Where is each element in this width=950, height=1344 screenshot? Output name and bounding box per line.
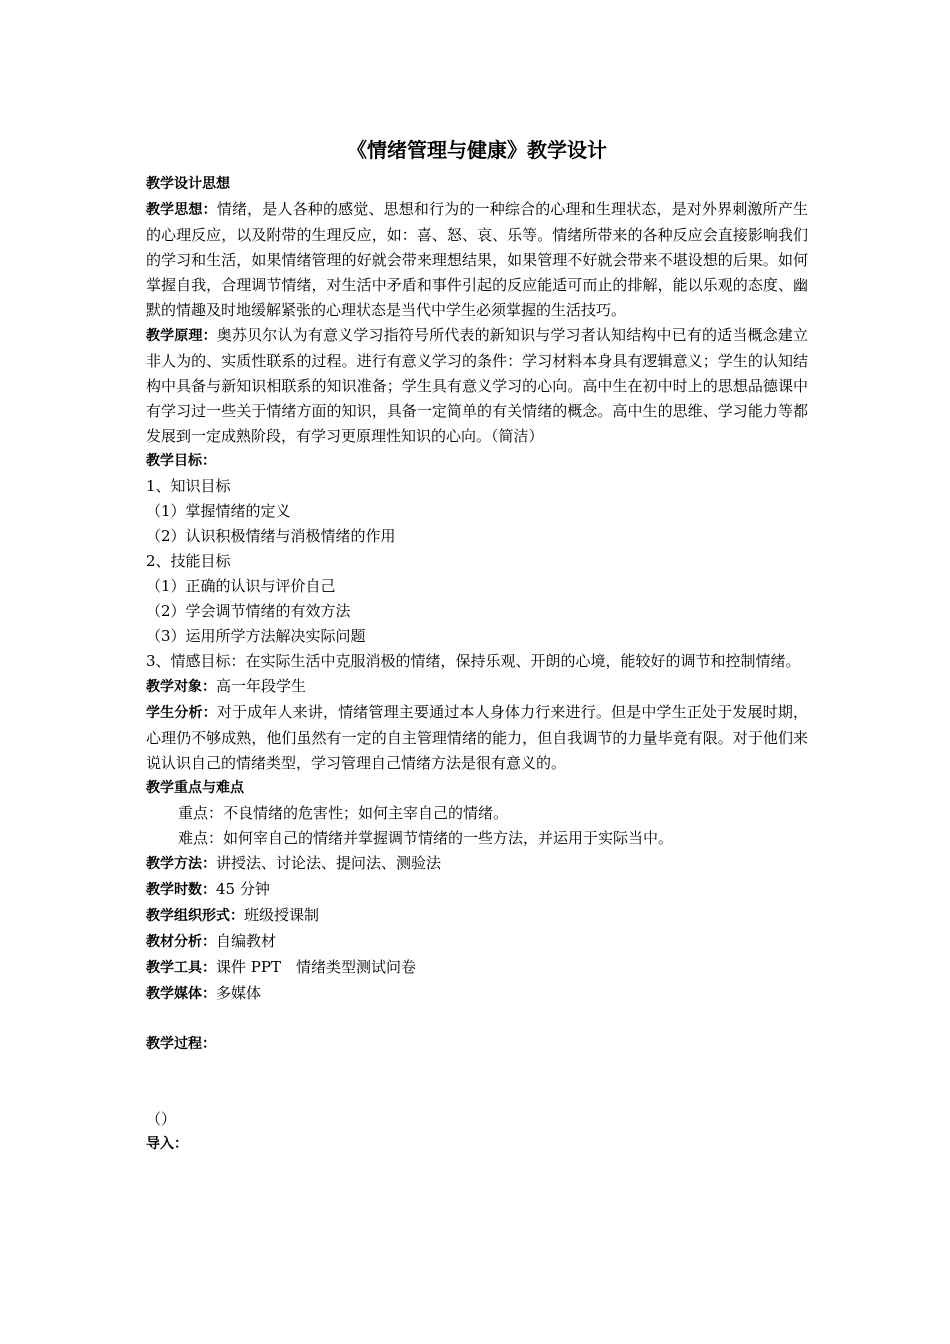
intro-label: 导入： (146, 1136, 188, 1152)
spacer (146, 1007, 808, 1032)
section-heading: 教学设计思想 (146, 176, 230, 192)
audience-text: 高一年段学生 (216, 677, 307, 695)
media-text: 多媒体 (216, 984, 262, 1002)
skill-goal: 2、技能目标 (146, 552, 231, 570)
key-points-label: 教学重点与难点 (146, 780, 244, 796)
tools-line (146, 955, 808, 981)
hours-line (146, 877, 808, 903)
focus-line: 重点：不良情绪的危害性；如何主宰自己的情绪。 (178, 804, 509, 822)
method-line (146, 851, 808, 877)
knowledge-item: （2）认识积极情绪与消极情绪的作用 (146, 527, 396, 545)
media-label: 教学媒体： (146, 986, 216, 1002)
goals-label: 教学目标： (146, 453, 216, 469)
tools-label: 教学工具： (146, 960, 216, 976)
organization-line (146, 903, 808, 929)
organization-text: 班级授课制 (244, 906, 320, 924)
skill-item: （2）学会调节情绪的有效方法 (146, 602, 351, 620)
bracket-line: （） (146, 1110, 177, 1128)
principle-text: 奥苏贝尔认为有意义学习指符号所代表的新知识与学习者认知结构中已有的适当概念建立非人为的、实质性联系的过程。进行有意义学习的条件：学习材料本身具有逻辑意义；学生的认知结构中具备与新知识相联系的知识准备；学生具有意义学习的心向。高中生在初中时上的思想品德课中有学习过一些关于情绪方面的知识，具备一定简单的有关情绪的概念。高中生的思维、学习能力等都发展到一定成熟阶段，有学习更原理性知识的心向。（简洁） (146, 326, 808, 445)
thought-paragraph (146, 197, 808, 323)
document-page (146, 130, 808, 1157)
analysis-label: 学生分析： (146, 705, 217, 721)
hours-text: 45 分钟 (216, 880, 270, 898)
knowledge-item: （1）掌握情绪的定义 (146, 502, 291, 520)
hours-label: 教学时数： (146, 882, 216, 898)
organization-label: 教学组织形式： (146, 908, 244, 924)
principle-label: 教学原理： (146, 328, 217, 344)
thought-text: 情绪，是人各种的感觉、思想和行为的一种综合的心理和生理状态，是对外界刺激所产生的心理反应，以及附带的生理反应，如：喜、怒、哀、乐等。情绪所带来的各种反应会直接影响我们的学习和生活，如果情绪管理的好就会带来理想结果，如果管理不好就会带来不堪设想的后果。如何掌握自我，合理调节情绪，对生活中矛盾和事件引起的反应能适可而止的排解，能以乐观的态度、幽默的情趣及时地缓解紧张的心理状态是当代中学生必须掌握的生活技巧。 (146, 200, 808, 319)
knowledge-goal: 1、知识目标 (146, 477, 231, 495)
document-title: 《情绪管理与健康》教学设计 (347, 138, 607, 162)
process-label: 教学过程： (146, 1036, 216, 1052)
skill-item: （1）正确的认识与评价自己 (146, 577, 336, 595)
audience-line (146, 674, 808, 700)
analysis-paragraph (146, 700, 808, 776)
principle-paragraph (146, 323, 808, 449)
skill-item: （3）运用所学方法解决实际问题 (146, 627, 366, 645)
method-text: 讲授法、讨论法、提问法、测验法 (216, 854, 442, 872)
material-label: 教材分析： (146, 934, 216, 950)
emotion-goal: 3、情感目标：在实际生活中克服消极的情绪，保持乐观、开朗的心境，能较好的调节和控制情绪。 (146, 652, 801, 670)
audience-label: 教学对象： (146, 679, 216, 695)
material-text: 自编教材 (216, 932, 277, 950)
difficulty-line: 难点：如何宰自己的情绪并掌握调节情绪的一些方法，并运用于实际当中。 (178, 829, 674, 847)
method-label: 教学方法： (146, 856, 216, 872)
thought-label: 教学思想： (146, 202, 217, 218)
material-line (146, 929, 808, 955)
spacer (146, 1057, 808, 1107)
media-line (146, 981, 808, 1007)
analysis-text: 对于成年人来讲，情绪管理主要通过本人身体力行来进行。但是中学生正处于发展时期，心理仍不够成熟，他们虽然有一定的自主管理情绪的能力，但自我调节的力量毕竟有限。对于他们来说认识自己的情绪类型，学习管理自己情绪方法是很有意义的。 (146, 703, 808, 772)
tools-text: 课件 PPT 情绪类型测试问卷 (216, 958, 416, 976)
